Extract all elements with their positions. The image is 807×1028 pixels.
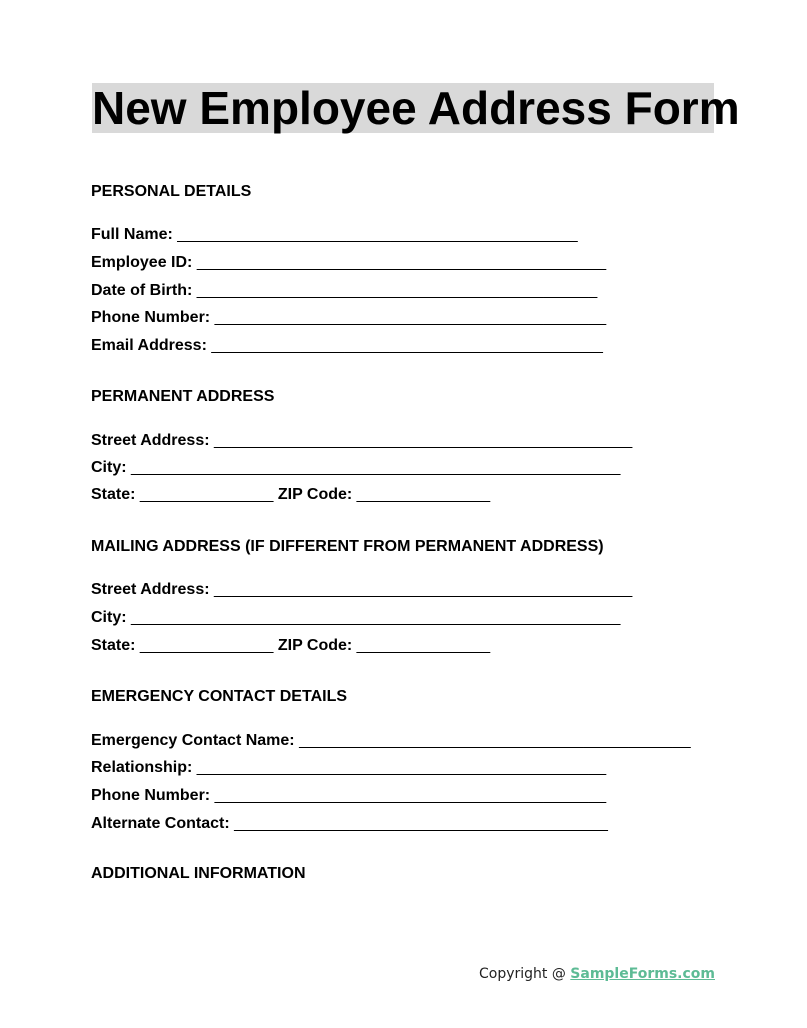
- permanent-street-field[interactable]: [91, 431, 632, 451]
- section-heading-permanent: PERMANENT ADDRESS: [91, 388, 275, 405]
- date-of-birth-field[interactable]: [91, 281, 597, 301]
- full-name-blank[interactable]: _____________________________________________: [177, 226, 578, 243]
- mailing-street-blank[interactable]: _______________________________________________: [214, 581, 633, 598]
- copyright-text: Copyright @: [478, 966, 571, 982]
- section-heading-additional: ADDITIONAL INFORMATION: [91, 865, 306, 882]
- date-of-birth-blank[interactable]: _____________________________________________: [196, 282, 598, 299]
- mailing-street-label: Street Address:: [91, 581, 210, 598]
- emergency-name-blank[interactable]: ____________________________________________: [299, 732, 691, 749]
- mailing-street-field[interactable]: [91, 580, 632, 600]
- section-heading-emergency: EMERGENCY CONTACT DETAILS: [91, 688, 348, 705]
- relationship-field[interactable]: [91, 758, 606, 778]
- email-address-blank[interactable]: ____________________________________________: [211, 337, 603, 354]
- permanent-state-label: State:: [91, 486, 136, 503]
- mailing-city-label: City:: [91, 609, 127, 626]
- email-address-label: Email Address:: [91, 337, 207, 354]
- emergency-name-label: Emergency Contact Name:: [91, 732, 295, 749]
- relationship-blank[interactable]: ______________________________________________: [196, 759, 607, 776]
- permanent-street-label: Street Address:: [91, 432, 210, 449]
- relationship-label: Relationship:: [91, 759, 193, 776]
- mailing-city-blank[interactable]: _______________________________________________________: [131, 609, 621, 626]
- email-address-field[interactable]: [91, 336, 603, 356]
- section-heading-personal: PERSONAL DETAILS: [91, 183, 252, 200]
- employee-id-field[interactable]: [91, 253, 606, 273]
- alternate-contact-label: Alternate Contact:: [91, 815, 230, 832]
- emergency-phone-label: Phone Number:: [91, 787, 211, 804]
- phone-number-label: Phone Number:: [91, 309, 211, 326]
- mailing-state-label: State:: [91, 637, 136, 654]
- permanent-zip-label: ZIP Code:: [277, 486, 353, 503]
- full-name-field[interactable]: [91, 225, 578, 245]
- phone-number-field[interactable]: [91, 308, 606, 328]
- mailing-zip-blank[interactable]: _______________: [356, 637, 491, 654]
- full-name-label: Full Name:: [91, 226, 173, 243]
- phone-number-blank[interactable]: ____________________________________________: [214, 309, 607, 326]
- employee-id-blank[interactable]: ______________________________________________: [196, 254, 607, 271]
- mailing-state-blank[interactable]: _______________: [139, 637, 274, 654]
- alternate-contact-field[interactable]: [91, 814, 608, 834]
- emergency-name-field[interactable]: [91, 731, 691, 751]
- mailing-state-zip-field[interactable]: [91, 636, 490, 656]
- date-of-birth-label: Date of Birth:: [91, 282, 193, 299]
- alternate-contact-blank[interactable]: __________________________________________: [234, 815, 608, 832]
- sampleforms-link[interactable]: SampleForms.com: [570, 966, 715, 982]
- section-heading-mailing: MAILING ADDRESS (IF DIFFERENT FROM PERMANENT ADDRESS): [91, 538, 604, 555]
- permanent-state-blank[interactable]: _______________: [139, 486, 274, 503]
- mailing-city-field[interactable]: [91, 608, 620, 628]
- permanent-zip-blank[interactable]: _______________: [356, 486, 491, 503]
- emergency-phone-field[interactable]: [91, 786, 606, 806]
- emergency-phone-blank[interactable]: ____________________________________________: [214, 787, 607, 804]
- permanent-city-label: City:: [91, 459, 127, 476]
- permanent-city-blank[interactable]: _______________________________________________________: [131, 459, 621, 476]
- employee-id-label: Employee ID:: [91, 254, 193, 271]
- permanent-street-blank[interactable]: _______________________________________________: [214, 432, 633, 449]
- permanent-city-field[interactable]: [91, 458, 620, 478]
- copyright-footer: [479, 964, 715, 984]
- permanent-state-zip-field[interactable]: [91, 485, 490, 505]
- page-title: New Employee Address Form: [92, 82, 740, 134]
- mailing-zip-label: ZIP Code:: [277, 637, 353, 654]
